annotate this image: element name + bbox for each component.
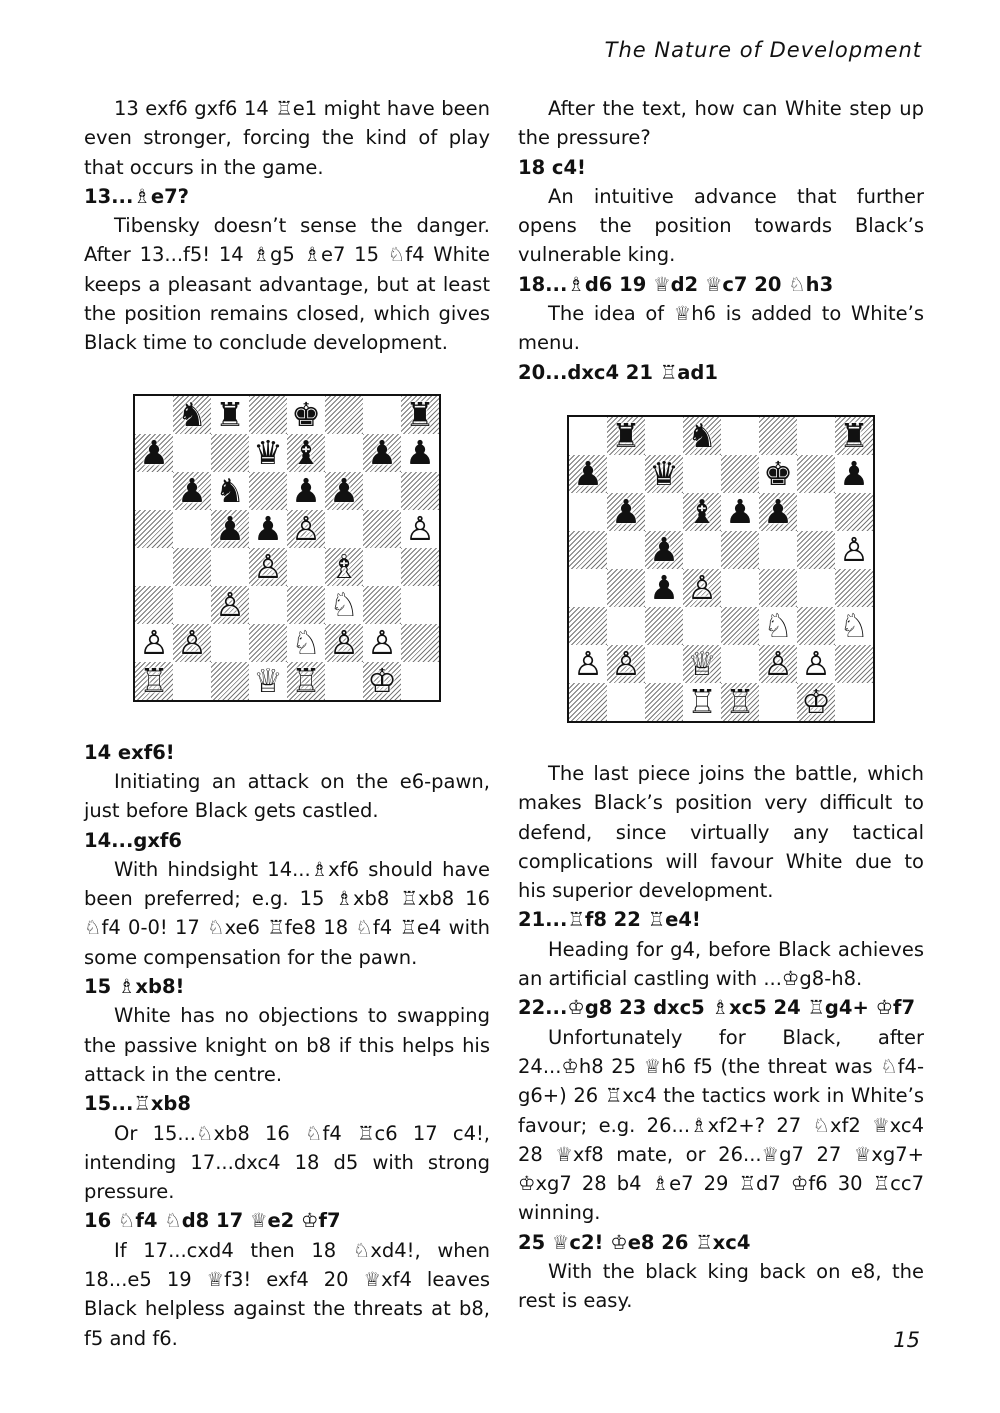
move-heading: 14 exf6! <box>84 740 175 764</box>
board-square <box>325 434 363 472</box>
chess-piece-icon: ♔ <box>367 661 397 701</box>
board-square <box>249 472 287 510</box>
board-square <box>645 569 683 607</box>
board-square <box>287 624 325 662</box>
board-square <box>135 624 173 662</box>
board-square <box>759 645 797 683</box>
board-square <box>249 434 287 472</box>
left-column <box>84 94 490 1353</box>
board-square <box>607 455 645 493</box>
board-square <box>325 624 363 662</box>
board-square <box>287 586 325 624</box>
chess-piece-icon: ♘ <box>763 606 793 646</box>
board-square <box>797 569 835 607</box>
board-square <box>607 683 645 721</box>
board-square <box>363 624 401 662</box>
paragraph: An intuitive advance that further opens the position towards Black’s vulnerable king. <box>518 184 924 267</box>
move-heading: 22...♔g8 23 dxc5 ♗xc5 24 ♖g4+ ♔f7 <box>518 996 916 1020</box>
chess-piece-icon: ♟ <box>573 454 603 494</box>
move-heading: 20...dxc4 21 ♖ad1 <box>518 360 718 384</box>
board-square <box>569 417 607 455</box>
board-square <box>607 493 645 531</box>
chess-piece-icon: ♟ <box>649 568 679 608</box>
chess-piece-icon: ♔ <box>801 682 831 722</box>
paragraph: If 17...cxd4 then 18 ♘xd4!, when 18...e5 19 ♕f3! exf4 20 ♕xf4 leaves Black helpless against the threats at b8, f5 and f6. <box>84 1238 490 1350</box>
board-square <box>401 548 439 586</box>
paragraph: With the black king back on e8, the rest is easy. <box>518 1260 924 1313</box>
board-square <box>797 607 835 645</box>
chess-diagram-left <box>133 394 441 702</box>
chess-piece-icon: ♟ <box>215 509 245 549</box>
chess-piece-icon: ♘ <box>291 623 321 663</box>
board-square <box>249 396 287 434</box>
chess-piece-icon: ♘ <box>329 585 359 625</box>
chess-piece-icon: ♟ <box>763 492 793 532</box>
board-square <box>363 662 401 700</box>
board-square <box>249 662 287 700</box>
chess-piece-icon: ♙ <box>573 644 603 684</box>
board-square <box>363 548 401 586</box>
board-square <box>569 531 607 569</box>
board-square <box>249 586 287 624</box>
board-square <box>683 645 721 683</box>
board-square <box>249 510 287 548</box>
chess-piece-icon: ♙ <box>253 547 283 587</box>
board-square <box>211 624 249 662</box>
chess-piece-icon: ♙ <box>405 509 435 549</box>
board-square <box>645 417 683 455</box>
move-heading: 18...♗d6 19 ♕d2 ♕c7 20 ♘h3 <box>518 272 834 296</box>
page-number: 15 <box>893 1328 920 1352</box>
paragraph: Or 15...♘xb8 16 ♘f4 ♖c6 17 c4!, intending 17...dxc4 18 d5 with strong pressure. <box>84 1121 490 1204</box>
board-square <box>401 396 439 434</box>
board-square <box>759 683 797 721</box>
paragraph: Initiating an attack on the e6-pawn, just before Black gets castled. <box>84 769 490 823</box>
move-heading: 16 ♘f4 ♘d8 17 ♕e2 ♔f7 <box>84 1209 341 1233</box>
board-square <box>645 531 683 569</box>
chess-piece-icon: ♟ <box>725 492 755 532</box>
chess-piece-icon: ♖ <box>139 661 169 701</box>
board-square <box>173 624 211 662</box>
board-square <box>607 645 645 683</box>
board-square <box>135 510 173 548</box>
board-square <box>135 586 173 624</box>
board-square <box>835 645 873 683</box>
chess-piece-icon: ♟ <box>139 433 169 473</box>
chess-piece-icon: ♙ <box>801 644 831 684</box>
board-square <box>211 434 249 472</box>
chess-piece-icon: ♟ <box>329 471 359 511</box>
paragraph: The idea of ♕h6 is added to White’s menu. <box>518 302 924 355</box>
board-square <box>835 531 873 569</box>
board-square <box>211 396 249 434</box>
board-square <box>325 510 363 548</box>
chess-piece-icon: ♝ <box>687 492 717 532</box>
right-column <box>518 94 924 1316</box>
board-square <box>363 396 401 434</box>
board-square <box>173 434 211 472</box>
board-square <box>173 396 211 434</box>
board-square <box>835 683 873 721</box>
paragraph: Tibensky doesn’t sense the danger. After 13...f5! 14 ♗g5 ♗e7 15 ♘f4 White keeps a pleasant advantage, but at least the position remains closed, which gives Black time to conclude development. <box>84 214 490 355</box>
board-square <box>797 683 835 721</box>
chess-piece-icon: ♟ <box>649 530 679 570</box>
board-square <box>135 396 173 434</box>
move-heading: 18 c4! <box>518 155 586 179</box>
board-square <box>683 417 721 455</box>
board-square <box>569 607 607 645</box>
paragraph: The last piece joins the battle, which makes Black’s position very difficult to defend, since virtually any tactical complications will favour White due to his superior development. <box>518 761 924 903</box>
chess-piece-icon: ♙ <box>291 509 321 549</box>
board-square <box>797 417 835 455</box>
chess-piece-icon: ♟ <box>291 471 321 511</box>
board-square <box>721 493 759 531</box>
chess-piece-icon: ♛ <box>649 454 679 494</box>
left-text-top <box>84 94 490 358</box>
board-square <box>211 472 249 510</box>
board-square <box>173 662 211 700</box>
board-square <box>135 662 173 700</box>
chess-piece-icon: ♙ <box>839 530 869 570</box>
board-square <box>607 417 645 455</box>
chess-piece-icon: ♖ <box>687 682 717 722</box>
paragraph: With hindsight 14...♗xf6 should have been preferred; e.g. 15 ♗xb8 ♖xb8 16 ♘f4 0-0! 17 ♘xe6 ♖fe8 18 ♘f4 ♖e4 with some compensation for the pawn. <box>84 857 490 969</box>
board-square <box>645 455 683 493</box>
board-square <box>683 531 721 569</box>
chess-piece-icon: ♛ <box>253 433 283 473</box>
board-square <box>249 548 287 586</box>
board-square <box>569 683 607 721</box>
board-square <box>645 493 683 531</box>
board-square <box>325 586 363 624</box>
board-square <box>173 472 211 510</box>
paragraph: Unfortunately for Black, after 24...♔h8 25 ♕h6 f5 (the threat was ♘f4-g6+) 26 ♖xc4 the tactics work in White’s favour; e.g. 26...♗xf2+? 27 ♘xf2 ♕xc4 28 ♕xf8 mate, or 26...♕g7 27 ♕xg7+ ♔xg7 28 b4 ♗e7 29 ♖d7 ♔f6 30 ♖cc7 winning. <box>518 1025 924 1225</box>
board-square <box>645 607 683 645</box>
chess-piece-icon: ♖ <box>291 661 321 701</box>
chess-piece-icon: ♕ <box>687 644 717 684</box>
chess-piece-icon: ♙ <box>139 623 169 663</box>
chess-piece-icon: ♙ <box>687 568 717 608</box>
move-heading: 21...♖f8 22 ♖e4! <box>518 908 701 932</box>
board-square <box>287 548 325 586</box>
chess-piece-icon: ♖ <box>725 682 755 722</box>
board-square <box>401 510 439 548</box>
board-square <box>835 417 873 455</box>
chess-piece-icon: ♟ <box>611 492 641 532</box>
board-square <box>645 645 683 683</box>
chess-piece-icon: ♟ <box>839 454 869 494</box>
chess-piece-icon: ♝ <box>291 433 321 473</box>
chess-piece-icon: ♞ <box>687 416 717 456</box>
paragraph: Heading for g4, before Black achieves an artificial castling with ...♔g8-h8. <box>518 937 924 991</box>
chess-diagram-right <box>567 415 875 723</box>
board-square <box>607 531 645 569</box>
move-heading: 25 ♕c2! ♔e8 26 ♖xc4 <box>518 1230 751 1254</box>
chess-piece-icon: ♘ <box>839 606 869 646</box>
board-square <box>401 472 439 510</box>
chess-piece-icon: ♚ <box>291 395 321 435</box>
board-square <box>569 645 607 683</box>
board-square <box>569 569 607 607</box>
board-square <box>759 569 797 607</box>
board-square <box>797 493 835 531</box>
board-square <box>721 417 759 455</box>
chess-piece-icon: ♙ <box>215 585 245 625</box>
board-square <box>835 569 873 607</box>
board-square <box>325 472 363 510</box>
board-square <box>759 455 797 493</box>
board-square <box>759 607 797 645</box>
board-square <box>683 683 721 721</box>
board-square <box>721 607 759 645</box>
board-square <box>683 569 721 607</box>
running-header: The Nature of Development <box>604 38 922 62</box>
board-square <box>401 662 439 700</box>
board-square <box>363 586 401 624</box>
chess-piece-icon: ♚ <box>763 454 793 494</box>
chess-piece-icon: ♜ <box>405 395 435 435</box>
board-square <box>759 531 797 569</box>
board-square <box>287 472 325 510</box>
board-square <box>249 624 287 662</box>
board-square <box>797 531 835 569</box>
board-square <box>135 472 173 510</box>
right-text-top <box>518 94 924 387</box>
paragraph: White has no objections to swapping the passive knight on b8 if this helps his attack in the centre. <box>84 1004 490 1086</box>
chess-piece-icon: ♟ <box>405 433 435 473</box>
board-square <box>363 510 401 548</box>
board-square <box>211 662 249 700</box>
board-square <box>135 434 173 472</box>
chess-piece-icon: ♟ <box>367 433 397 473</box>
board-square <box>363 434 401 472</box>
board-square <box>211 586 249 624</box>
board-square <box>211 510 249 548</box>
chess-piece-icon: ♙ <box>177 623 207 663</box>
board-square <box>135 548 173 586</box>
chess-piece-icon: ♟ <box>177 471 207 511</box>
chess-piece-icon: ♜ <box>611 416 641 456</box>
board-square <box>211 548 249 586</box>
board-square <box>759 493 797 531</box>
board-square <box>721 683 759 721</box>
left-text-bottom <box>84 738 490 1353</box>
board-square <box>287 396 325 434</box>
chess-piece-icon: ♙ <box>763 644 793 684</box>
right-text-bottom <box>518 759 924 1316</box>
board-square <box>645 683 683 721</box>
board-square <box>287 434 325 472</box>
board-square <box>569 455 607 493</box>
move-heading: 15...♖xb8 <box>84 1092 191 1116</box>
chess-piece-icon: ♜ <box>215 395 245 435</box>
board-square <box>401 434 439 472</box>
board-square <box>569 493 607 531</box>
board-square <box>607 607 645 645</box>
board-square <box>683 493 721 531</box>
board-square <box>721 455 759 493</box>
board-square <box>797 645 835 683</box>
board-square <box>683 455 721 493</box>
board-square <box>607 569 645 607</box>
board-square <box>721 645 759 683</box>
chess-piece-icon: ♙ <box>611 644 641 684</box>
board-square <box>173 586 211 624</box>
board-square <box>721 531 759 569</box>
board-square <box>325 548 363 586</box>
chess-piece-icon: ♜ <box>839 416 869 456</box>
move-heading: 15 ♗xb8! <box>84 975 185 999</box>
board-square <box>287 510 325 548</box>
chess-piece-icon: ♞ <box>177 395 207 435</box>
board-square <box>835 607 873 645</box>
board-square <box>683 607 721 645</box>
move-heading: 13...♗e7? <box>84 184 189 208</box>
board-square <box>325 662 363 700</box>
board-square <box>759 417 797 455</box>
board-square <box>173 510 211 548</box>
board-square <box>401 624 439 662</box>
paragraph: 13 exf6 gxf6 14 ♖e1 might have been even stronger, forcing the kind of play that occurs in the game. <box>84 97 490 179</box>
board-square <box>287 662 325 700</box>
chess-piece-icon: ♙ <box>367 623 397 663</box>
chess-piece-icon: ♙ <box>329 623 359 663</box>
board-square <box>401 586 439 624</box>
board-square <box>721 569 759 607</box>
board-square <box>835 455 873 493</box>
move-heading: 14...gxf6 <box>84 828 182 852</box>
chess-piece-icon: ♗ <box>329 547 359 587</box>
chess-piece-icon: ♕ <box>253 661 283 701</box>
chess-piece-icon: ♟ <box>253 509 283 549</box>
board-square <box>325 396 363 434</box>
chess-piece-icon: ♞ <box>215 471 245 511</box>
board-square <box>363 472 401 510</box>
board-square <box>797 455 835 493</box>
paragraph: After the text, how can White step up the pressure? <box>518 97 924 150</box>
board-square <box>835 493 873 531</box>
board-square <box>173 548 211 586</box>
